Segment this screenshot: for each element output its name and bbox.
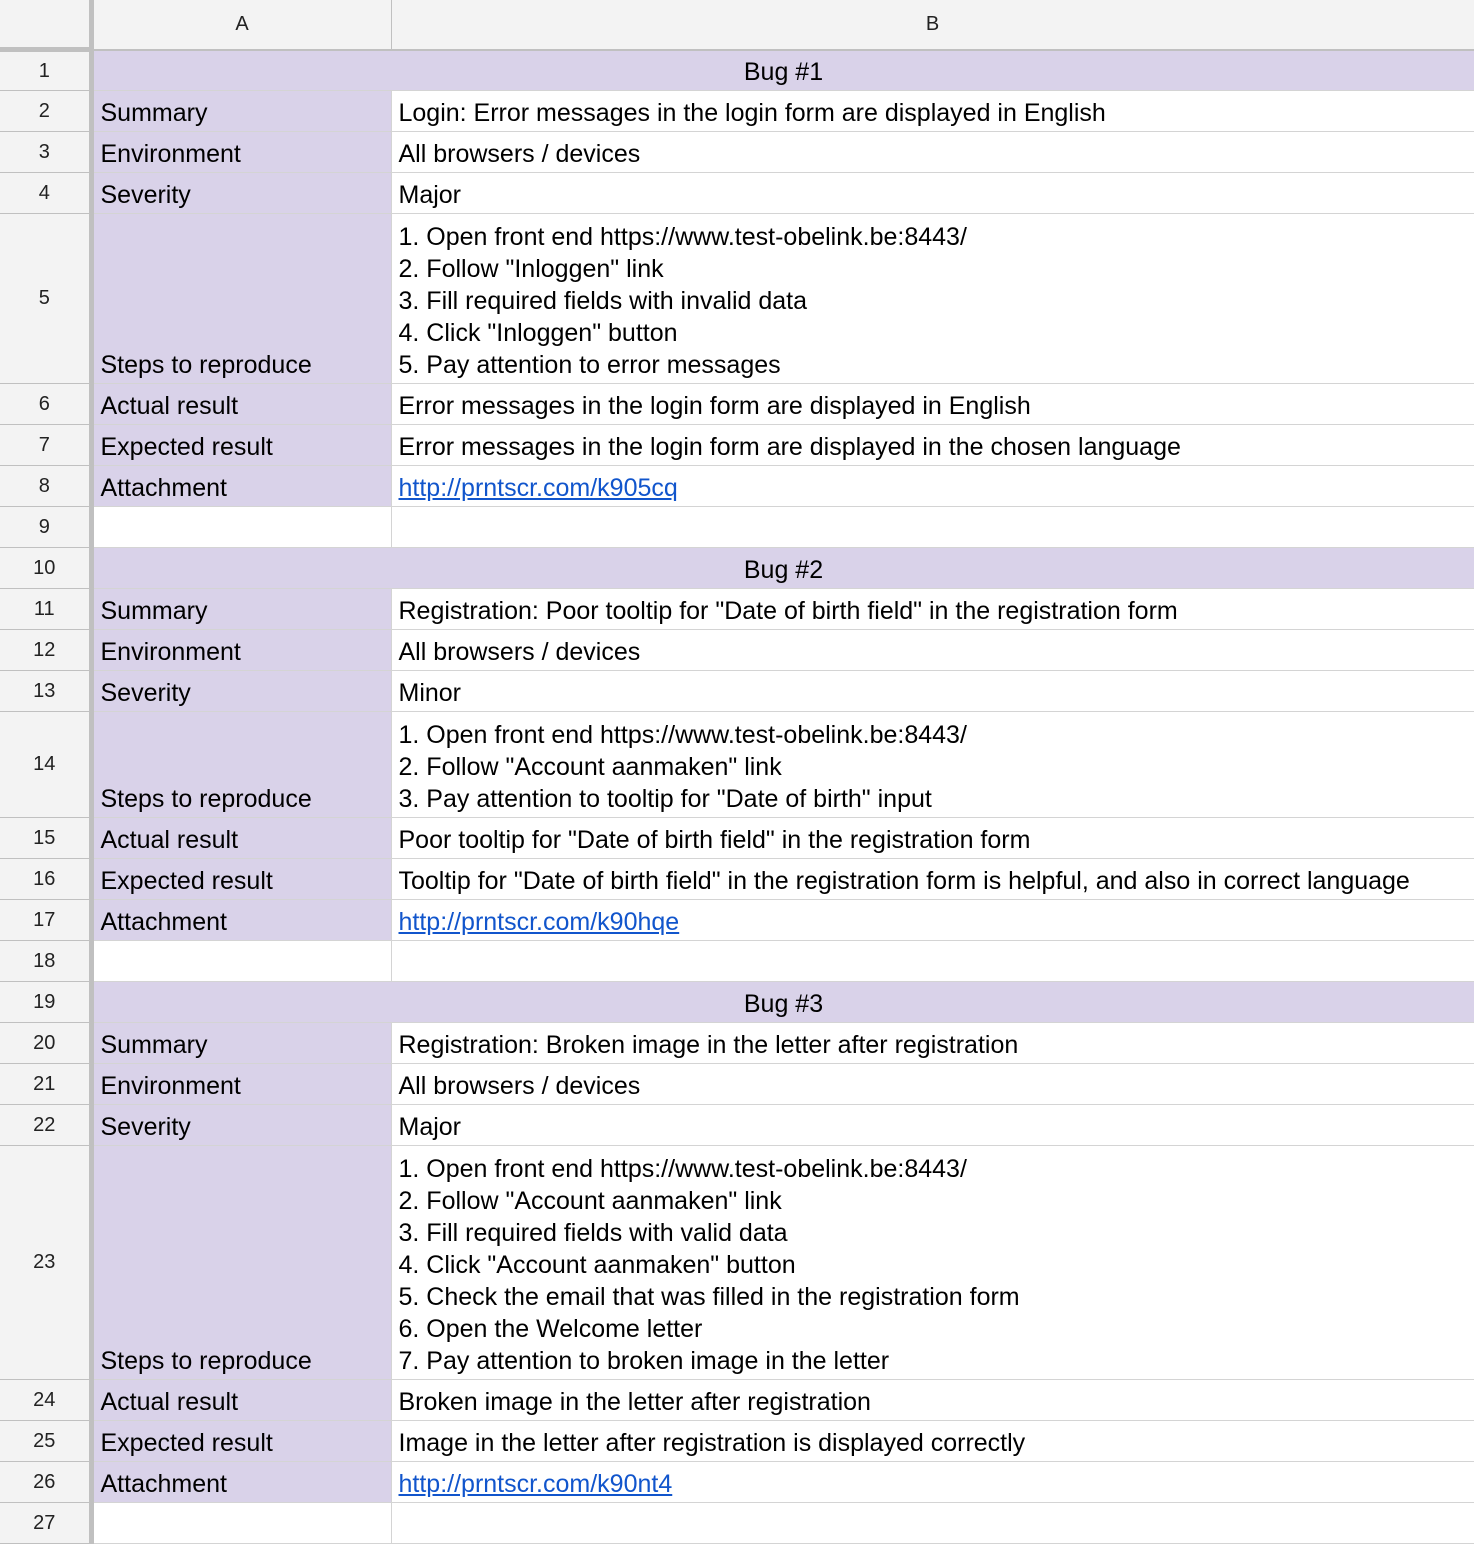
step-line: 3. Fill required fields with valid data bbox=[398, 1219, 788, 1247]
sheet-row bbox=[0, 859, 1474, 900]
sheet-row bbox=[0, 1064, 1474, 1105]
step-line: 2. Follow "Account aanmaken" link bbox=[398, 753, 782, 781]
label-cell-severity[interactable]: Severity bbox=[91, 1105, 391, 1146]
row-header[interactable]: 10 bbox=[0, 548, 91, 589]
bug-title-cell[interactable]: Bug #2 bbox=[91, 548, 1474, 589]
step-line: 2. Follow "Inloggen" link bbox=[398, 255, 664, 283]
row-header[interactable]: 18 bbox=[0, 941, 91, 982]
bug-title-cell[interactable]: Bug #3 bbox=[91, 982, 1474, 1023]
label-cell-steps[interactable]: Steps to reproduce bbox=[91, 712, 391, 818]
row-header[interactable]: 7 bbox=[0, 425, 91, 466]
label-cell-expected[interactable]: Expected result bbox=[91, 859, 391, 900]
sheet-row bbox=[0, 214, 1474, 384]
label-cell-severity[interactable]: Severity bbox=[91, 671, 391, 712]
row-header[interactable]: 19 bbox=[0, 982, 91, 1023]
sheet-row bbox=[0, 589, 1474, 630]
sheet-row bbox=[0, 1105, 1474, 1146]
row-header[interactable]: 9 bbox=[0, 507, 91, 548]
value-cell-attachment[interactable] bbox=[391, 466, 1474, 507]
row-header[interactable]: 3 bbox=[0, 132, 91, 173]
step-line: 1. Open front end https://www.test-obelink.be:8443/ bbox=[398, 1155, 967, 1183]
sheet-row bbox=[0, 982, 1474, 1023]
row-header[interactable]: 22 bbox=[0, 1105, 91, 1146]
label-cell-steps[interactable]: Steps to reproduce bbox=[91, 1146, 391, 1380]
sheet-row bbox=[0, 818, 1474, 859]
value-cell-environment[interactable]: All browsers / devices bbox=[391, 132, 1474, 173]
row-header[interactable]: 5 bbox=[0, 214, 91, 384]
value-cell-steps[interactable] bbox=[391, 214, 1474, 384]
step-line: 4. Click "Account aanmaken" button bbox=[398, 1251, 796, 1279]
value-cell-summary[interactable]: Login: Error messages in the login form are displayed in English bbox=[391, 91, 1474, 132]
row-header[interactable]: 6 bbox=[0, 384, 91, 425]
row-header[interactable]: 15 bbox=[0, 818, 91, 859]
sheet-row bbox=[0, 1380, 1474, 1421]
sheet-row bbox=[0, 132, 1474, 173]
empty-cell[interactable] bbox=[91, 507, 391, 548]
sheet-row bbox=[0, 671, 1474, 712]
row-header[interactable]: 16 bbox=[0, 859, 91, 900]
row-header[interactable]: 14 bbox=[0, 712, 91, 818]
sheet-row bbox=[0, 91, 1474, 132]
step-line: 6. Open the Welcome letter bbox=[398, 1315, 703, 1343]
sheet-row bbox=[0, 900, 1474, 941]
label-cell-environment[interactable]: Environment bbox=[91, 630, 391, 671]
label-cell-actual[interactable]: Actual result bbox=[91, 818, 391, 859]
row-header[interactable]: 24 bbox=[0, 1380, 91, 1421]
column-header-b[interactable]: B bbox=[391, 0, 1474, 50]
attachment-link[interactable]: http://prntscr.com/k90nt4 bbox=[398, 1470, 673, 1498]
sheet-row bbox=[0, 50, 1474, 91]
sheet-row bbox=[0, 941, 1474, 982]
row-header[interactable]: 11 bbox=[0, 589, 91, 630]
row-header[interactable]: 1 bbox=[0, 50, 91, 91]
sheet-row bbox=[0, 1023, 1474, 1064]
label-cell-attachment[interactable]: Attachment bbox=[91, 900, 391, 941]
step-line: 3. Fill required fields with invalid data bbox=[398, 287, 808, 315]
label-cell-environment[interactable]: Environment bbox=[91, 132, 391, 173]
step-line: 7. Pay attention to broken image in the letter bbox=[398, 1347, 890, 1375]
value-cell-steps[interactable] bbox=[391, 712, 1474, 818]
label-cell-summary[interactable]: Summary bbox=[91, 1023, 391, 1064]
step-line: 5. Pay attention to error messages bbox=[398, 351, 781, 379]
row-header[interactable]: 25 bbox=[0, 1421, 91, 1462]
row-header[interactable]: 21 bbox=[0, 1064, 91, 1105]
bug-title-cell[interactable]: Bug #1 bbox=[91, 50, 1474, 91]
select-all-corner[interactable] bbox=[0, 0, 91, 50]
step-line: 1. Open front end https://www.test-obelink.be:8443/ bbox=[398, 223, 967, 251]
attachment-link[interactable]: http://prntscr.com/k905cq bbox=[398, 474, 678, 502]
sheet-row bbox=[0, 1503, 1474, 1544]
sheet-row bbox=[0, 507, 1474, 548]
empty-cell[interactable] bbox=[91, 941, 391, 982]
value-cell-attachment[interactable] bbox=[391, 1462, 1474, 1503]
step-line: 3. Pay attention to tooltip for "Date of birth" input bbox=[398, 785, 932, 813]
sheet-row bbox=[0, 1421, 1474, 1462]
label-cell-actual[interactable]: Actual result bbox=[91, 1380, 391, 1421]
value-cell-expected[interactable]: Image in the letter after registration is displayed correctly bbox=[391, 1421, 1474, 1462]
value-cell-actual[interactable]: Poor tooltip for "Date of birth field" in the registration form bbox=[391, 818, 1474, 859]
value-cell-attachment[interactable] bbox=[391, 900, 1474, 941]
sheet-row bbox=[0, 173, 1474, 214]
attachment-link[interactable]: http://prntscr.com/k90hqe bbox=[398, 908, 680, 936]
empty-cell[interactable] bbox=[91, 1503, 391, 1544]
sheet-row bbox=[0, 466, 1474, 507]
sheet-row bbox=[0, 384, 1474, 425]
column-header-row bbox=[0, 0, 1474, 50]
label-cell-attachment[interactable]: Attachment bbox=[91, 466, 391, 507]
row-header[interactable]: 17 bbox=[0, 900, 91, 941]
step-line: 1. Open front end https://www.test-obelink.be:8443/ bbox=[398, 721, 967, 749]
sheet-row bbox=[0, 425, 1474, 466]
step-line: 2. Follow "Account aanmaken" link bbox=[398, 1187, 782, 1215]
row-header[interactable]: 23 bbox=[0, 1146, 91, 1380]
label-cell-actual[interactable]: Actual result bbox=[91, 384, 391, 425]
row-header[interactable]: 8 bbox=[0, 466, 91, 507]
row-header[interactable]: 4 bbox=[0, 173, 91, 214]
row-header[interactable]: 13 bbox=[0, 671, 91, 712]
value-cell-actual[interactable]: Error messages in the login form are displayed in English bbox=[391, 384, 1474, 425]
step-line: 4. Click "Inloggen" button bbox=[398, 319, 678, 347]
label-cell-summary[interactable]: Summary bbox=[91, 91, 391, 132]
row-header[interactable]: 27 bbox=[0, 1503, 91, 1544]
value-cell-severity[interactable]: Minor bbox=[391, 671, 1474, 712]
row-header[interactable]: 20 bbox=[0, 1023, 91, 1064]
value-cell-severity[interactable]: Major bbox=[391, 173, 1474, 214]
value-cell-steps[interactable] bbox=[391, 1146, 1474, 1380]
label-cell-attachment[interactable]: Attachment bbox=[91, 1462, 391, 1503]
value-cell-severity[interactable]: Major bbox=[391, 1105, 1474, 1146]
row-header[interactable]: 2 bbox=[0, 91, 91, 132]
row-header[interactable]: 12 bbox=[0, 630, 91, 671]
empty-cell[interactable] bbox=[391, 941, 1474, 982]
sheet-row bbox=[0, 630, 1474, 671]
label-cell-expected[interactable]: Expected result bbox=[91, 1421, 391, 1462]
sheet-row bbox=[0, 1462, 1474, 1503]
label-cell-severity[interactable]: Severity bbox=[91, 173, 391, 214]
value-cell-summary[interactable]: Registration: Poor tooltip for "Date of birth field" in the registration form bbox=[391, 589, 1474, 630]
label-cell-summary[interactable]: Summary bbox=[91, 589, 391, 630]
row-header[interactable]: 26 bbox=[0, 1462, 91, 1503]
label-cell-expected[interactable]: Expected result bbox=[91, 425, 391, 466]
sheet-row bbox=[0, 548, 1474, 589]
sheet-row bbox=[0, 1146, 1474, 1380]
empty-cell[interactable] bbox=[391, 507, 1474, 548]
empty-cell[interactable] bbox=[391, 1503, 1474, 1544]
label-cell-environment[interactable]: Environment bbox=[91, 1064, 391, 1105]
value-cell-summary[interactable]: Registration: Broken image in the letter after registration bbox=[391, 1023, 1474, 1064]
value-cell-environment[interactable]: All browsers / devices bbox=[391, 630, 1474, 671]
step-line: 5. Check the email that was filled in the registration form bbox=[398, 1283, 1020, 1311]
sheet-row bbox=[0, 712, 1474, 818]
value-cell-environment[interactable]: All browsers / devices bbox=[391, 1064, 1474, 1105]
label-cell-steps[interactable]: Steps to reproduce bbox=[91, 214, 391, 384]
value-cell-actual[interactable]: Broken image in the letter after registration bbox=[391, 1380, 1474, 1421]
value-cell-expected[interactable]: Error messages in the login form are displayed in the chosen language bbox=[391, 425, 1474, 466]
column-header-a[interactable]: A bbox=[91, 0, 391, 50]
value-cell-expected[interactable]: Tooltip for "Date of birth field" in the registration form is helpful, and also in correct language bbox=[391, 859, 1474, 900]
